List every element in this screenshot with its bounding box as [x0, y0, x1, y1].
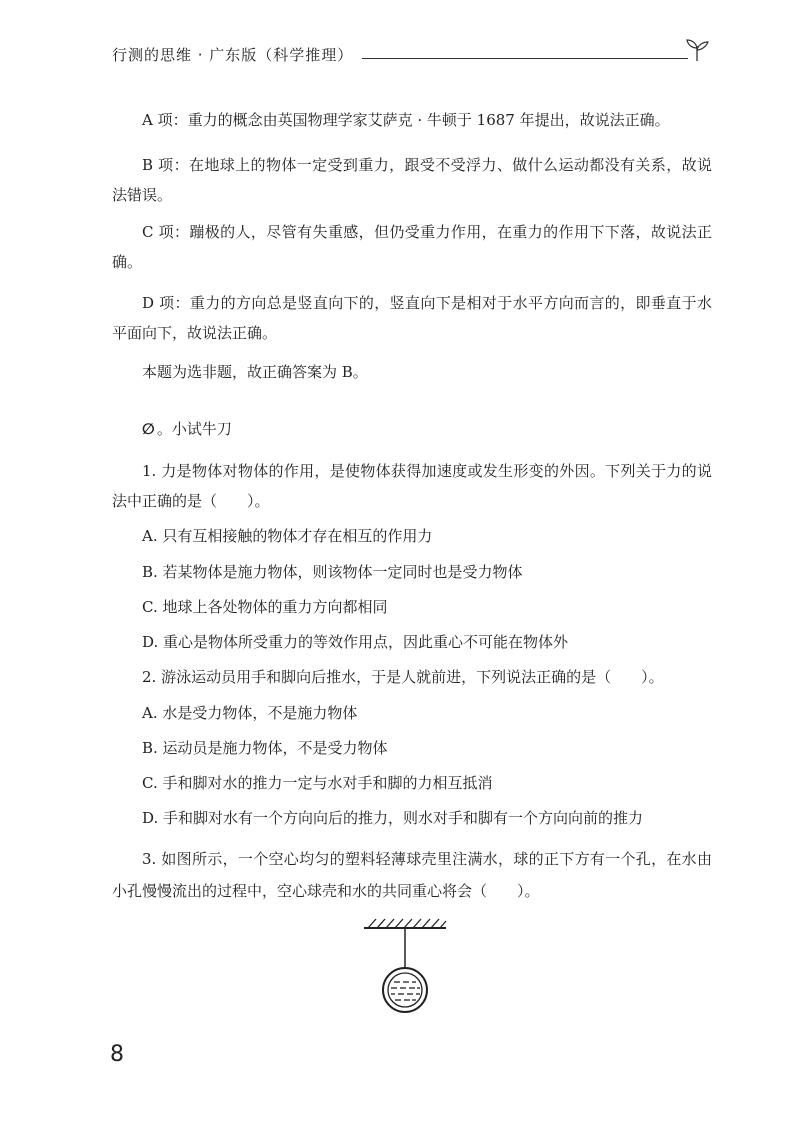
pencil-icon: ∅: [142, 420, 155, 438]
sphere-shell-inner: [388, 973, 422, 1007]
question-2-option-a: A. 水是受力物体，不是施力物体: [142, 704, 358, 722]
question-2-option-d: D. 手和脚对水有一个方向向后的推力，则水对手和脚有一个方向向前的推力: [142, 809, 644, 827]
sprout-icon: [684, 38, 710, 62]
question-1-option-c: C. 地球上各处物体的重力方向都相同: [142, 598, 388, 616]
question-1-option-d: D. 重心是物体所受重力的等效作用点，因此重心不可能在物体外: [142, 633, 569, 651]
page-number: 8: [110, 1042, 124, 1067]
question-2-option-b: B. 运动员是施力物体，不是受力物体: [142, 739, 388, 757]
ceiling-hatching: [368, 919, 446, 928]
section-title: 。小试牛刀: [156, 420, 232, 438]
analysis-option-d: D 项：重力的方向总是竖直向下的，竖直向下是相对于水平方向而言的，即垂直于水平面向下，故说法正确。: [112, 294, 712, 342]
page-header: [112, 38, 712, 68]
header-rule: [362, 58, 688, 59]
question-1-option-a: A. 只有互相接触的物体才存在相互的作用力: [142, 527, 433, 545]
question-2-option-c: C. 手和脚对水的推力一定与水对手和脚的力相互抵消: [142, 774, 493, 792]
analysis-option-b: B 项：在地球上的物体一定受到重力，跟受不受浮力、做什么运动都没有关系，故说法错误。: [112, 156, 712, 204]
header-title: 行测的思维 · 广东版（科学推理）: [112, 46, 354, 64]
analysis-conclusion: 本题为选非题，故正确答案为 B。: [142, 363, 368, 381]
section-heading: [142, 418, 232, 439]
question-1-stem: 1. 力是物体对物体的作用，是使物体获得加速度或发生形变的外因。下列关于力的说法中正确的是（ ）。: [112, 462, 712, 510]
question-1-option-b: B. 若某物体是施力物体，则该物体一定同时也是受力物体: [142, 563, 523, 581]
question-2-stem: 2. 游泳运动员用手和脚向后推水，于是人就前进，下列说法正确的是（ ）。: [142, 668, 664, 686]
question-3-stem: 3. 如图所示，一个空心均匀的塑料轻薄球壳里注满水，球的正下方有一个孔，在水由小孔慢慢流出的过程中，空心球壳和水的共同重心将会（ ）。: [112, 850, 712, 900]
analysis-option-c: C 项：蹦极的人，尽管有失重感，但仍受重力作用，在重力的作用下下落，故说法正确。: [112, 223, 712, 271]
hanging-sphere-figure: [360, 916, 450, 1016]
analysis-option-a: A 项：重力的概念由英国物理学家艾萨克 · 牛顿于 1687 年提出，故说法正确。: [142, 111, 670, 129]
